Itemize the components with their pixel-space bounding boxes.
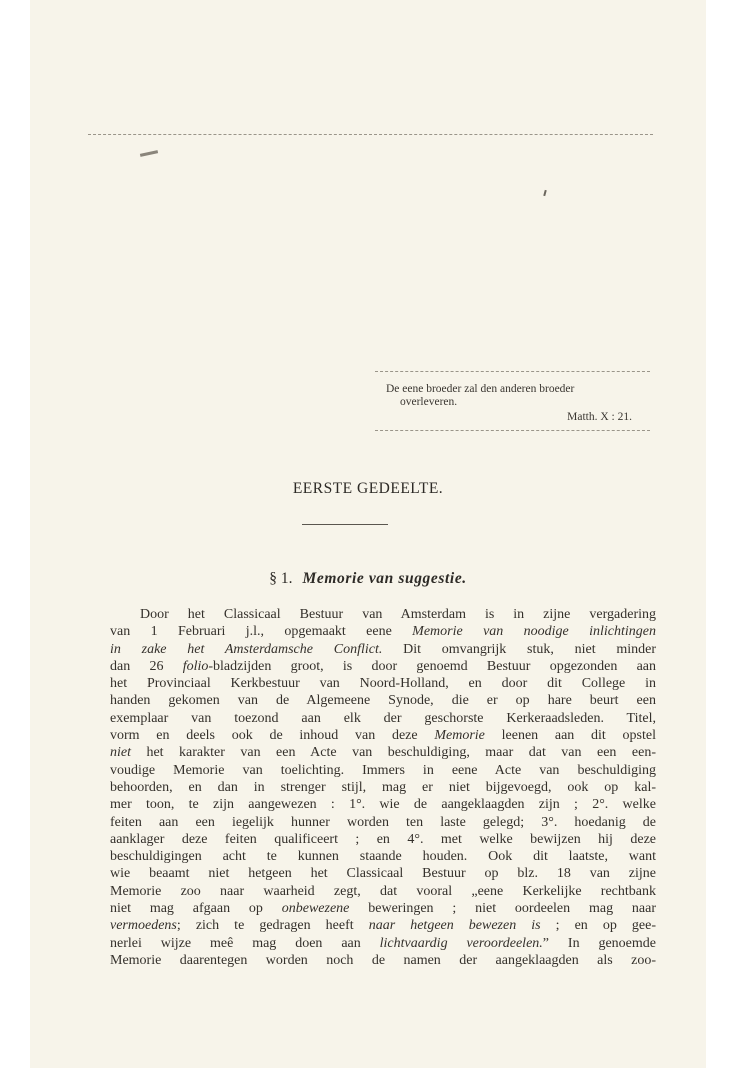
body-paragraph <box>110 606 656 969</box>
body-line: niet het karakter van een Acte van beschuldiging, maar dat van een een- <box>110 745 656 761</box>
document-page <box>30 0 706 1068</box>
body-line: vermoedens; zich te gedragen heeft naar hetgeen bewezen is ; en op gee- <box>110 918 656 934</box>
body-line: Door het Classicaal Bestuur van Amsterdam is in zijne vergadering <box>140 607 656 622</box>
body-line: van 1 Februari j.l., opgemaakt eene Memorie van noodige inlichtingen <box>110 624 656 640</box>
italic-phrase: niet <box>110 745 131 761</box>
section-number: § 1. <box>269 570 293 587</box>
body-line: exemplaar van toezond aan elk der geschorste Kerkeraadsleden. Titel, <box>110 710 656 726</box>
body-line: feiten aan een iegelijk hunner worden ten laste gelegd; 3°. hoedanig de <box>110 814 656 830</box>
motto-bottom-rule <box>375 430 650 431</box>
body-line: het Provinciaal Kerkbestuur van Noord-Holland, en door dit College in <box>110 676 656 692</box>
body-line: voudige Memorie van toelichting. Immers in eene Acte van beschuldiging <box>110 762 656 778</box>
ink-mark <box>140 150 158 157</box>
italic-phrase: lichtvaardig veroordeelen. <box>379 935 543 951</box>
italic-phrase: onbewezene <box>281 901 350 917</box>
body-line: in zake het Amsterdamsche Conflict. Dit omvangrijk stuk, niet minder <box>110 641 656 657</box>
body-line: handen gekomen van de Algemeene Synode, die er op hare beurt een <box>110 693 656 709</box>
body-line: niet mag afgaan op onbewezene beweringen ; niet oordeelen mag naar <box>110 901 656 917</box>
top-ornament-rule <box>88 134 653 135</box>
italic-phrase: folio <box>182 658 209 674</box>
italic-phrase: vermoedens <box>110 918 177 934</box>
body-line: mer toon, te zijn aangewezen : 1°. wie de aangeklaagden zijn ; 2°. welke <box>110 797 656 813</box>
body-line: behoorden, en dan in strenger stijl, mag er niet bijgevoegd, ook op kal- <box>110 779 656 795</box>
motto-line-2: overleveren. <box>400 396 458 408</box>
section-heading <box>30 570 706 588</box>
motto-block <box>370 383 650 424</box>
italic-phrase: in zake het Amsterdamsche Conflict. <box>110 641 383 657</box>
italic-phrase: Memorie van noodige inlichtingen <box>412 624 656 640</box>
body-line: nerlei wijze meê mag doen aan lichtvaardig veroordeelen.” In genoemde <box>110 935 657 951</box>
body-line: dan 26 folio-bladzijden groot, is door genoemd Bestuur opgezonden aan <box>110 658 657 674</box>
heading-divider <box>302 524 388 525</box>
body-line: beschuldigingen acht te kunnen staande houden. Ook dit laatste, want <box>110 849 656 865</box>
italic-phrase: Memorie <box>434 728 485 744</box>
body-line: Memorie daarentegen worden noch de namen der aangeklaagden als zoo- <box>110 952 656 968</box>
section-title: Memorie van suggestie. <box>302 570 467 587</box>
motto-line-1: De eene broeder zal den anderen broeder <box>386 383 575 395</box>
body-line: Memorie zoo naar waarheid zegt, dat vooral „eene Kerkelijke rechtbank <box>110 883 656 899</box>
italic-phrase: naar hetgeen bewezen is <box>368 918 541 934</box>
ink-dot <box>543 190 546 196</box>
part-heading: EERSTE GEDEELTE. <box>292 480 444 497</box>
body-line: wie beaamt niet hetgeen het Classicaal Bestuur op blz. 18 van zijne <box>110 866 656 882</box>
motto-reference: Matth. X : 21. <box>567 411 632 423</box>
motto-top-rule <box>375 371 650 372</box>
body-line: vorm en deels ook de inhoud van deze Memorie leenen aan dit opstel <box>110 728 656 744</box>
body-line: aanklager deze feiten qualificeert ; en 4°. met welke bewijzen hij deze <box>110 831 656 847</box>
